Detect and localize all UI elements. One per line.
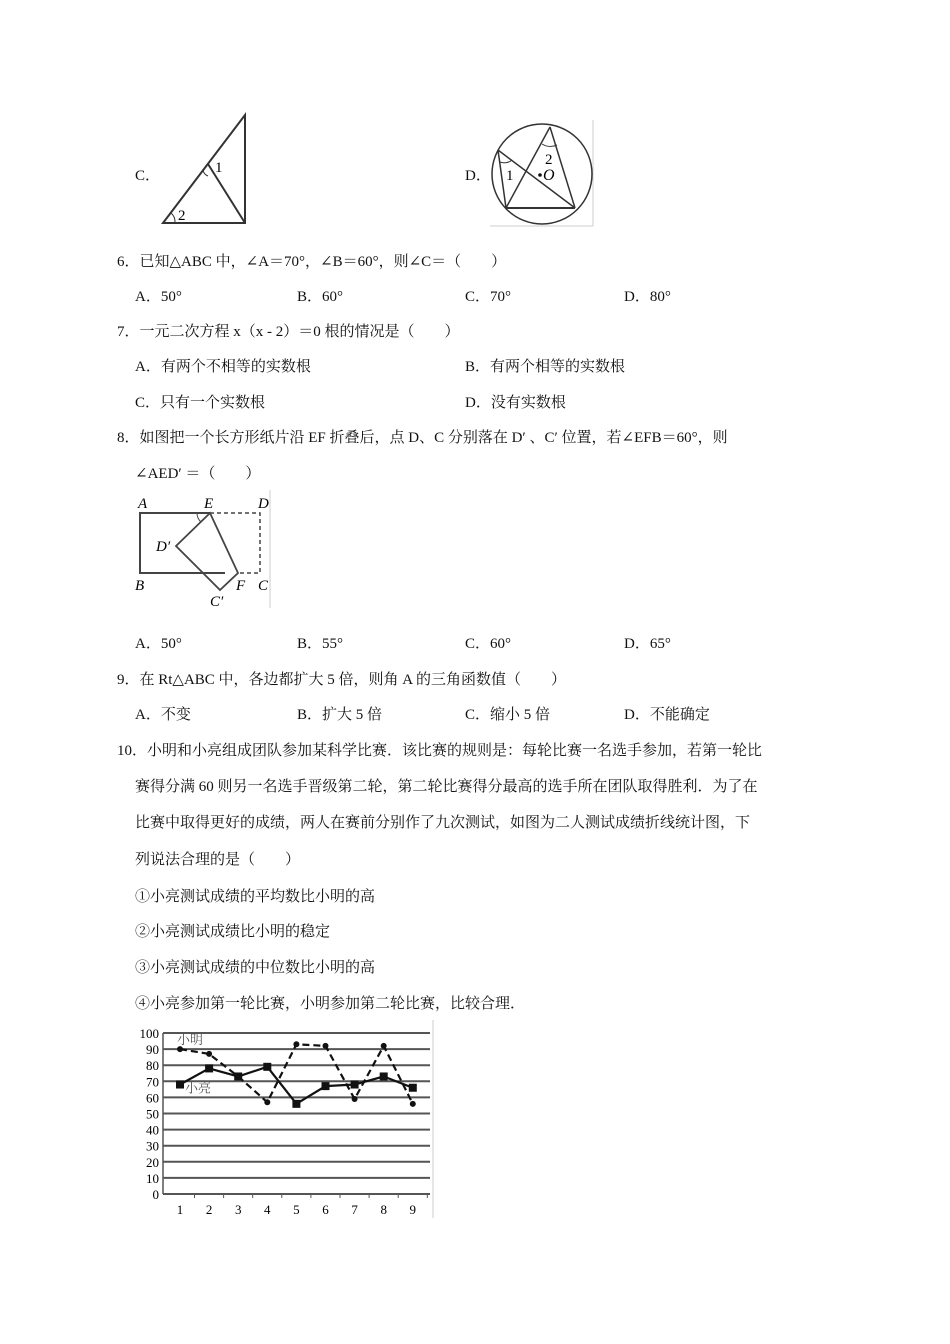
y-tick-label: 30 [146,1138,159,1154]
data-point [264,1099,270,1105]
q6-option-c: C．70° [465,289,512,305]
q7-option-d: D．没有实数根 [465,395,566,411]
data-point [351,1081,359,1089]
data-point [206,1051,212,1057]
data-point [205,1064,213,1072]
q5-option-c-label: C． [135,168,161,184]
y-tick-label: 100 [139,1026,159,1041]
q5-figure-d [490,120,595,228]
q7-option-b: B．有两个相等的实数根 [465,359,626,375]
q9-option-d: D．不能确定 [624,707,710,723]
data-point [263,1063,271,1071]
q6-option-b: B．60° [297,289,344,305]
point-a-label: A [138,496,148,512]
q8-figure [130,490,280,610]
angle-2-label: 2 [545,152,553,168]
q6-option-d: D．80° [624,289,671,305]
q8-option-b: B．55° [297,636,344,652]
data-point [323,1043,329,1049]
q10-stem-line4: 列说法合理的是（ ） [135,852,301,868]
q6-stem: 6．已知△ABC 中，∠A＝70°，∠B＝60°，则∠C＝（ ） [117,254,507,270]
center-o-label: O [543,167,555,184]
angle-2-label: 2 [178,208,186,224]
q10-stem-line2: 赛得分满 60 则另一名选手晋级第二轮，第二轮比赛得分最高的选手所在团队取得胜利．为了在 [135,779,758,795]
point-d-label: D [258,496,269,512]
q10-statement-2: ②小亮测试成绩比小明的稳定 [135,924,331,940]
q8-option-d: D．65° [624,636,671,652]
data-point [410,1101,416,1107]
point-c-prime-label: C′ [210,594,224,610]
q8-option-c: C．60° [465,636,512,652]
x-tick-label: 1 [176,1202,184,1217]
point-c-label: C [258,578,269,594]
q7-option-c: C．只有一个实数根 [135,395,266,411]
x-tick-label: 9 [409,1202,417,1217]
q10-statement-4: ④小亮参加第一轮比赛，小明参加第二轮比赛，比较合理． [135,996,526,1012]
data-point [234,1072,242,1080]
q9-option-c: C．缩小 5 倍 [465,707,551,723]
legend-label-xiaoming: 小明 [177,1031,204,1047]
x-tick-label: 2 [205,1202,213,1217]
y-tick-label: 90 [146,1042,159,1058]
q7-option-a: A．有两个不相等的实数根 [135,359,311,375]
data-point [177,1046,183,1052]
q6-option-a: A．50° [135,289,182,305]
x-tick-label: 3 [234,1202,242,1217]
q10-stem-line1: 10．小明和小亮组成团队参加某科学比赛．该比赛的规则是：每轮比赛一名选手参加，若第一轮比 [117,743,763,759]
data-point [292,1100,300,1108]
data-point [322,1082,330,1090]
score-line-chart [130,1020,440,1220]
point-b-label: B [135,578,145,594]
data-point [381,1043,387,1049]
legend-label-xiaoliang: 小亮 [185,1080,212,1096]
angle-1-label: 1 [215,160,223,176]
data-point [409,1084,417,1092]
x-tick-label: 6 [322,1202,329,1217]
x-tick-label: 7 [351,1202,358,1217]
q10-statement-3: ③小亮测试成绩的中位数比小明的高 [135,960,376,976]
x-tick-label: 8 [380,1202,387,1217]
x-tick-label: 4 [264,1202,271,1217]
data-point [176,1081,184,1089]
data-point [380,1072,388,1080]
point-d-prime-label: D′ [156,539,171,555]
y-tick-label: 80 [146,1058,159,1074]
y-tick-label: 60 [146,1090,159,1106]
q8-stem-line1: 8．如图把一个长方形纸片沿 EF 折叠后，点 D、C 分别落在 D′ 、C′ 位置，若∠EFB＝60°，则 [117,430,728,446]
q5-figure-c [158,110,253,228]
y-tick-label: 20 [146,1154,159,1170]
point-e-label: E [204,496,214,512]
q8-stem-line2: ∠AED′ ＝（ ） [135,466,261,482]
q9-option-b: B．扩大 5 倍 [297,707,383,723]
y-tick-label: 10 [146,1170,159,1186]
data-point [352,1096,358,1102]
x-tick-label: 5 [293,1202,300,1217]
y-tick-label: 40 [146,1122,159,1138]
q7-stem: 7．一元二次方程 x（x - 2）＝0 根的情况是（ ） [117,324,460,340]
y-tick-label: 0 [152,1187,159,1202]
q5-option-d-label: D． [465,168,491,184]
q9-stem: 9．在 Rt△ABC 中，各边都扩大 5 倍，则角 A 的三角函数值（ ） [117,672,567,688]
q8-option-a: A．50° [135,636,182,652]
data-point [293,1041,299,1047]
q9-option-a: A．不变 [135,707,191,723]
y-tick-label: 50 [146,1106,159,1122]
point-f-label: F [236,578,246,594]
q10-statement-1: ①小亮测试成绩的平均数比小明的高 [135,889,376,905]
q10-stem-line3: 比赛中取得更好的成绩，两人在赛前分别作了九次测试，如图为二人测试成绩折线统计图，下 [135,815,751,831]
series-line-1 [180,1044,413,1104]
y-tick-label: 70 [146,1074,159,1090]
angle-1-label: 1 [506,168,514,184]
